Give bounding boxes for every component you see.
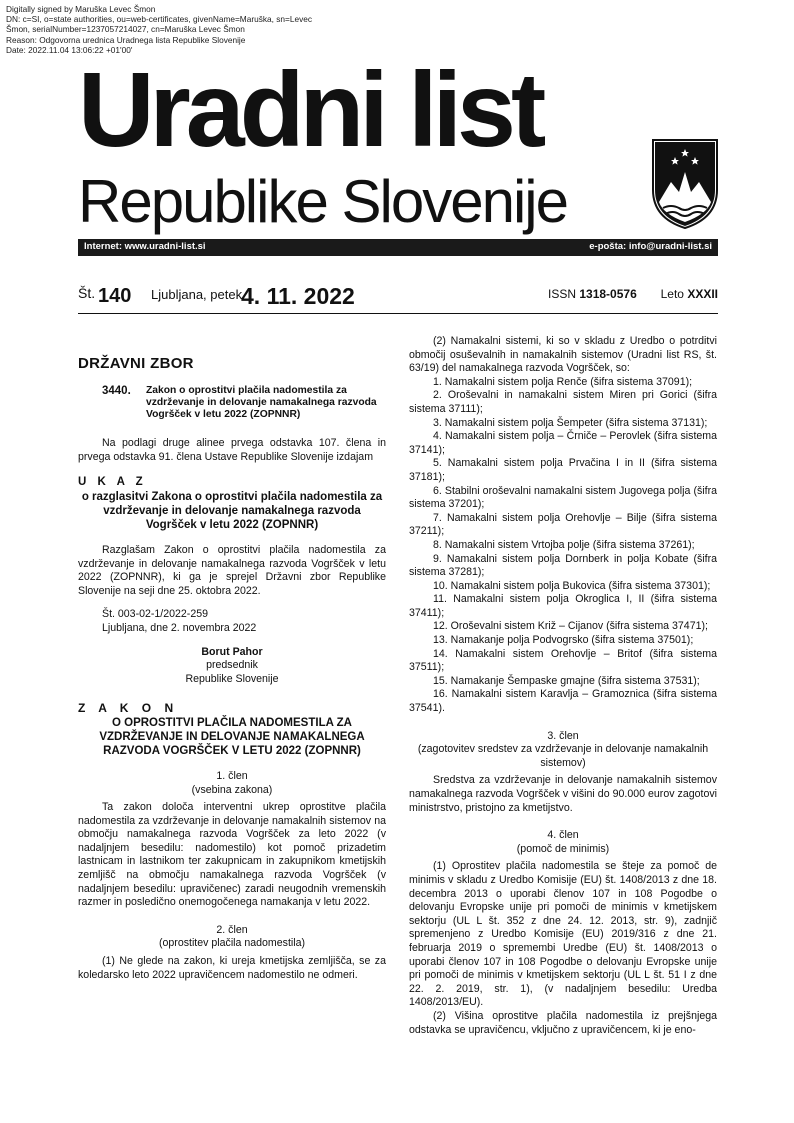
issn — [548, 287, 637, 301]
reference-number: Št. 003-02-1/2022-259 — [102, 608, 209, 621]
digital-signature-block — [6, 4, 312, 55]
email-link[interactable]: e-pošta: info@uradni-list.si — [589, 241, 712, 252]
intro-paragraph: Na podlagi druge alinee prvega odstavka 107. člena in prvega odstavka 91. člena Ustave Republike Slovenije izdajam — [78, 437, 386, 463]
article-text: (2) Namakalni sistemi, ki so v skladu z Uredbo o potrditvi območij osuševalnih in namakalnih sistemov (Uradni list RS, št. 63/19) del namakalnega razvoda Vogršček, so: — [409, 335, 717, 375]
volume-label: Leto — [660, 287, 684, 301]
coat-of-arms-icon — [651, 138, 719, 230]
website-link[interactable]: Internet: www.uradni-list.si — [84, 241, 206, 252]
issn-value: 1318-0576 — [579, 287, 637, 301]
issue-info — [78, 282, 718, 314]
article-title: (pomoč de minimis) — [516, 842, 610, 855]
list-item: 8. Namakalni sistem Vrtojba polje (šifra sistema 37261); — [433, 538, 695, 551]
signature-line: Šmon, serialNumber=1237057214027, cn=Maruška Levec Šmon — [6, 24, 245, 35]
list-item: 9. Namakalni sistem polja Dornberk in polja Kobate (šifra sistema 37281); — [409, 552, 717, 579]
list-item: 14. Namakalni sistem Orehovlje – Britof (šifra sistema 37511); — [409, 647, 717, 674]
article-title: (oprostitev plačila nadomestila) — [158, 937, 306, 950]
reference-date: Ljubljana, dne 2. novembra 2022 — [102, 621, 257, 634]
list-item: 7. Namakalni sistem polja Orehovlje – Bilje (šifra sistema 37211); — [409, 511, 717, 538]
signer-org: Republike Slovenije — [185, 672, 279, 685]
section-heading: DRŽAVNI ZBOR — [78, 355, 194, 372]
masthead-subtitle: Republike Slovenije — [78, 168, 567, 235]
article-number: 3. člen — [547, 729, 579, 742]
zakon-heading: Z A K O N — [78, 701, 179, 716]
list-item: 5. Namakalni sistem polja Prvačina I in II (šifra sistema 37181); — [409, 457, 717, 483]
article-title: (vsebina zakona) — [191, 783, 273, 796]
article-text: Sredstva za vzdrževanje in delovanje namakalnih sistemov namakalnega razvoda Vogršček v višini do 90.000 eurov zagotovi ministrstvo, pristojno za kmetijstvo. — [409, 774, 717, 814]
ukaz-heading: U K A Z — [78, 476, 147, 489]
act-heading — [102, 385, 386, 422]
left-column — [78, 335, 386, 982]
masthead-contact-bar — [78, 239, 718, 256]
list-item: 10. Namakalni sistem polja Bukovica (šifra sistema 37301); — [433, 579, 711, 592]
list-item: 13. Namakanje polja Podvogrsko (šifra sistema 37501); — [433, 634, 694, 647]
article-text: Ta zakon določa interventni ukrep oprostitve plačila nadomestila za vzdrževanje in delovanje namakalnih sistemov na območju namakalnega razvoda Vogršček za leto 2022 (v nadaljnjem besedilu: nadomestilo) kot pomoč prizadetim lastnicam in lastnikom ter zakupnicam in zakupnikom kmetijskih zemljišč na območju namakalnega razvoda Vogršček (v nadaljnjem besedilu: upravičenec) zaradi neugodnih vremenskih razmer in posledično onemogočenega namakanja v letu 2022. — [78, 801, 386, 909]
act-number: 3440. — [102, 384, 131, 397]
header-divider — [78, 313, 718, 314]
list-item: 2. Oroševalni in namakalni sistem Miren pri Gorici (šifra sistema 37111); — [409, 389, 717, 415]
proclamation-paragraph: Razglašam Zakon o oprostitvi plačila nadomestila za vzdrževanje in delovanje namakalnega razvoda Vogršček v letu 2022 (ZOPNNR), ki ga je sprejel Državni zbor Republike Slovenije na seji dne 25. oktobra 2022. — [78, 543, 386, 597]
list-item: 16. Namakalni sistem Karavlja – Gramoznica (šifra sistema 37541). — [409, 688, 717, 715]
volume-value: XXXII — [687, 287, 718, 301]
article-text: (2) Višina oprostitve plačila nadomestila iz prejšnjega odstavka se upravičencu, vključno z upravičencem, ki je eno- — [409, 1009, 717, 1036]
issn-label: ISSN — [548, 287, 577, 301]
signature-line: Reason: Odgovorna urednica Uradnega lista Republike Slovenije — [6, 34, 246, 45]
signer-role: predsednik — [206, 659, 258, 672]
signature-line: DN: c=SI, o=state authorities, ou=web-certificates, givenName=Maruška, sn=Levec — [6, 14, 312, 25]
article-number: 1. člen — [216, 769, 248, 782]
list-item: 4. Namakalni sistem polja – Črniče – Perovlek (šifra sistema 37141); — [409, 430, 717, 456]
signer-name: Borut Pahor — [201, 645, 263, 658]
list-item: 12. Oroševalni sistem Križ – Cijanov (šifra sistema 37471); — [433, 620, 708, 633]
issue-number: 140 — [98, 285, 132, 307]
act-title: Zakon o oprostitvi plačila nadomestila za vzdrževanje in delovanje namakalnega razvoda Vogršček v letu 2022 (ZOPNNR) — [146, 384, 377, 420]
article-title: (zagotovitev sredstev za vzdrževanje in delovanje namakalnih sistemov) — [417, 743, 709, 769]
article-number: 2. člen — [216, 923, 248, 936]
signature-line: Digitally signed by Maruška Levec Šmon — [6, 4, 156, 14]
article-number: 4. člen — [547, 829, 579, 842]
ukaz-subtitle: o razglasitvi Zakona o oprostitvi plačila nadomestila za vzdrževanje in delovanje namakalnega razvoda Vogršček v letu 2022 (ZOPNNR) — [81, 490, 383, 531]
issue-number-label: Št. — [78, 285, 96, 301]
zakon-subtitle: O OPROSTITVI PLAČILA NADOMESTILA ZA VZDRŽEVANJE IN DELOVANJE NAMAKALNEGA RAZVODA VOGRŠČEK V LETU 2022 (ZOPNNR) — [99, 716, 365, 757]
list-item: 15. Namakanje Šempaske gmajne (šifra sistema 37531); — [433, 674, 700, 687]
signature-line: Date: 2022.11.04 13:06:22 +01'00' — [6, 44, 133, 55]
volume — [661, 287, 718, 301]
masthead-title: Uradni list — [78, 51, 542, 169]
article-text: (1) Ne glede na zakon, ki ureja kmetijska zemljišča, se za koledarsko leto 2022 upravičencem nadomestilo ne odmeri. — [78, 955, 386, 981]
issue-date: 4. 11. 2022 — [241, 283, 355, 309]
list-item: 3. Namakalni sistem polja Šempeter (šifra sistema 37131); — [433, 416, 708, 429]
issue-place: Ljubljana, petek — [151, 287, 243, 302]
right-column — [409, 335, 717, 1037]
list-item: 6. Stabilni oroševalni namakalni sistem Jugovega polja (šifra sistema 37201); — [409, 484, 717, 511]
list-item: 1. Namakalni sistem polja Renče (šifra sistema 37091); — [433, 375, 693, 388]
list-item: 11. Namakalni sistem polja Okroglica I, II (šifra sistema 37411); — [409, 593, 717, 619]
article-text: (1) Oprostitev plačila nadomestila se šteje za pomoč de minimis v skladu z Uredbo Komisije (EU) št. 1408/2013 z dne 18. decembra 2013 o uporabi členov 107 in 108 Pogodbe o delovanju Evropske unije pri pomoči de minimis v kmetijskem sektorju (UL L št. 352 z dne 24. 12. 2013, str. 9), zadnjič spremenjeno z Uredbo Komisije (EU) 2019/316 z dne 21. februarja 2019 o spremembi Uredbe (EU) št. 1408/2013 o uporabi členov 107 in 108 Pogodbe o delovanju Evropske unije pri pomoči de minimis v kmetijskem sektorju (UL L št. 51 I z dne 22. 2. 2019, str. 1), (v nadaljnjem besedilu: Uredba 1408/2013/EU). — [409, 860, 717, 1009]
